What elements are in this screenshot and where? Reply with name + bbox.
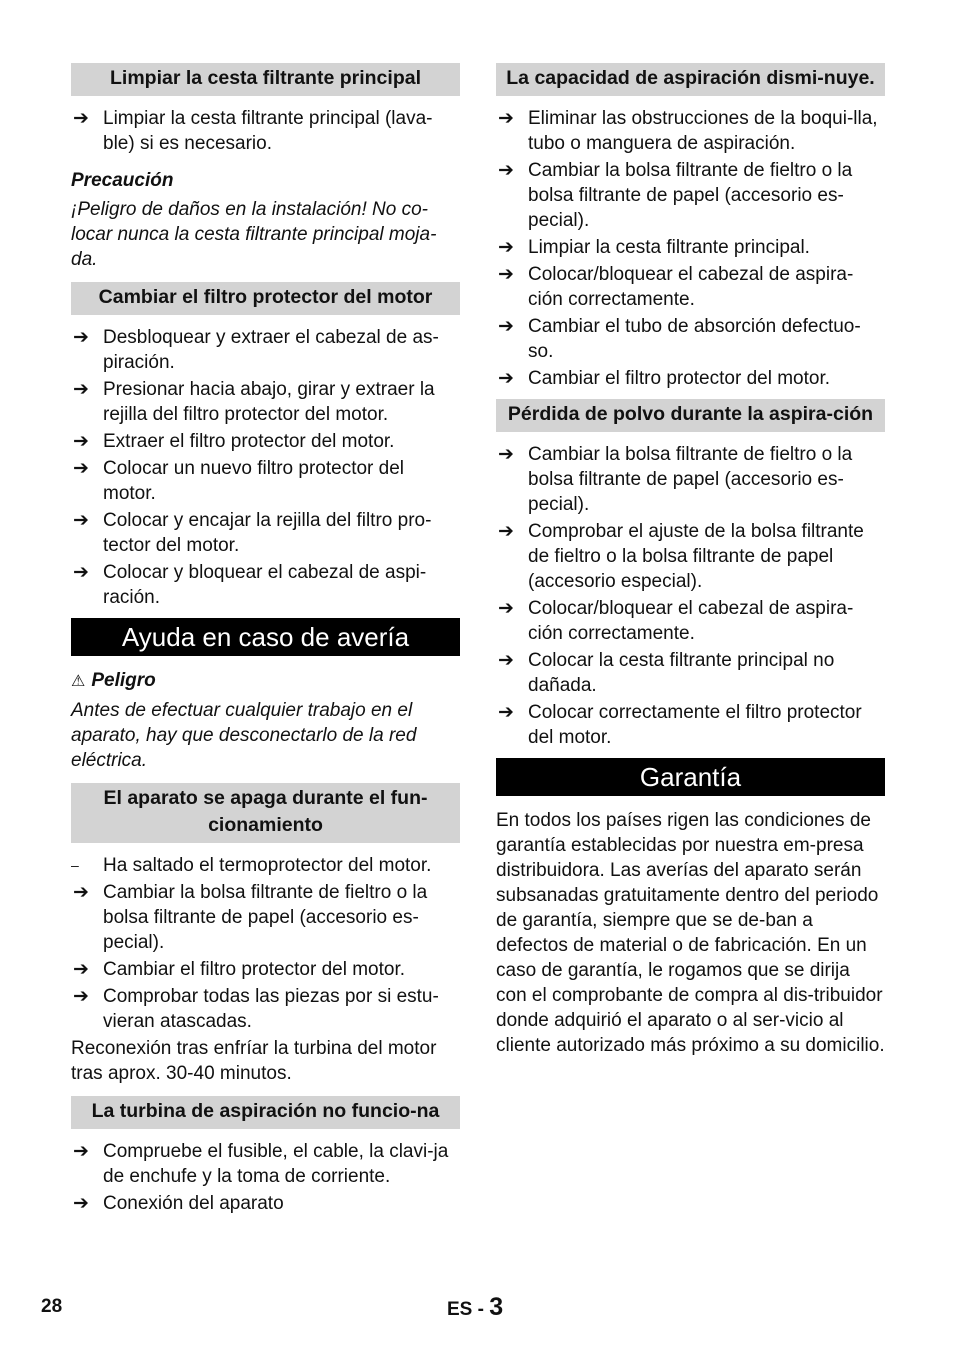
list-item-text: Colocar/bloquear el cabezal de aspira-ción correctamente.: [528, 264, 854, 310]
list-item: [71, 325, 460, 375]
danger-label: ⚠ Peligro: [71, 668, 460, 694]
arrow-right-icon: ➔: [73, 1193, 89, 1214]
list-item: [71, 880, 460, 955]
list-item-text: Colocar un nuevo filtro protector del motor.: [103, 458, 404, 504]
list-item: [496, 700, 885, 750]
page-code: [447, 1293, 503, 1324]
list-item-text: Eliminar las obstrucciones de la boqui-lla, tubo o manguera de aspiración.: [528, 108, 878, 154]
arrow-right-icon: ➔: [498, 160, 514, 181]
list-item: [496, 442, 885, 517]
list-item-text: Colocar correctamente el filtro protector del motor.: [528, 702, 862, 748]
list-item-text: Cambiar la bolsa filtrante de fieltro o la bolsa filtrante de papel (accesorio es-pecial).: [528, 160, 853, 231]
arrow-right-icon: ➔: [498, 650, 514, 671]
dash-marker: –: [71, 857, 79, 873]
list-item: [71, 106, 460, 156]
arrow-right-icon: ➔: [73, 1141, 89, 1162]
arrow-right-icon: ➔: [498, 598, 514, 619]
list-item: [71, 429, 460, 454]
language-code: ES: [447, 1299, 473, 1320]
list-item-text: Cambiar la bolsa filtrante de fieltro o la bolsa filtrante de papel (accesorio es-pecial).: [103, 882, 428, 953]
list-item-text: Cambiar el filtro protector del motor.: [103, 959, 406, 980]
list-item-text: Cambiar el tubo de absorción defectuo-so.: [528, 316, 861, 362]
arrow-right-icon: ➔: [73, 882, 89, 903]
list-item-text: Cambiar el filtro protector del motor.: [528, 368, 831, 389]
list-item-text: Desbloquear y extraer el cabezal de as-piración.: [103, 327, 439, 373]
arrow-right-icon: ➔: [73, 431, 89, 452]
list-item-text: Conexión del aparato: [103, 1193, 284, 1214]
main-heading-warranty: Garantía: [496, 758, 885, 796]
list-item-text: Colocar y encajar la rejilla del filtro pro-tector del motor.: [103, 510, 432, 556]
arrow-right-icon: ➔: [73, 959, 89, 980]
arrow-right-icon: ➔: [498, 264, 514, 285]
list-item-text: Limpiar la cesta filtrante principal.: [528, 237, 810, 258]
list-item: [71, 508, 460, 558]
arrow-right-icon: ➔: [498, 702, 514, 723]
list-item: [71, 1139, 460, 1189]
section-heading-suction-decreases: La capacidad de aspiración dismi-nuye.: [496, 63, 885, 96]
arrow-right-icon: ➔: [498, 368, 514, 389]
list-item-text: Extraer el filtro protector del motor.: [103, 431, 395, 452]
list-item: [71, 456, 460, 506]
list-item-text: Compruebe el fusible, el cable, la clavi-ja de enchufe y la toma de corriente.: [103, 1141, 449, 1187]
list-item: [71, 560, 460, 610]
caution-text: ¡Peligro de daños en la instalación! No co-locar nunca la cesta filtrante principal moja-da.: [71, 199, 437, 270]
arrow-right-icon: ➔: [73, 108, 89, 129]
warning-triangle-icon: ⚠: [71, 673, 86, 690]
list-item: [496, 262, 885, 312]
section-heading-switches-off: El aparato se apaga durante el fun-cionamiento: [71, 783, 460, 843]
section-heading-motor-filter: Cambiar el filtro protector del motor: [71, 282, 460, 315]
arrow-right-icon: ➔: [498, 316, 514, 337]
page-code-separator: -: [477, 1299, 484, 1320]
arrow-right-icon: ➔: [73, 379, 89, 400]
arrow-right-icon: ➔: [73, 510, 89, 531]
right-column: [496, 63, 885, 1068]
list-item-text: Limpiar la cesta filtrante principal (lava-ble) si es necesario.: [103, 108, 433, 154]
section-heading-clean-filter-basket: Limpiar la cesta filtrante principal: [71, 63, 460, 96]
arrow-right-icon: ➔: [73, 458, 89, 479]
arrow-right-icon: ➔: [73, 986, 89, 1007]
list-item-text: Colocar/bloquear el cabezal de aspira-ción correctamente.: [528, 598, 854, 644]
list-item: [71, 377, 460, 427]
list-item: [496, 366, 885, 391]
arrow-right-icon: ➔: [73, 562, 89, 583]
section-heading-dust-loss: Pérdida de polvo durante la aspira-ción: [496, 399, 885, 432]
page-number: 28: [41, 1296, 63, 1317]
list-item-text: Colocar y bloquear el cabezal de aspi-ración.: [103, 562, 427, 608]
section-heading-turbine-not-working: La turbina de aspiración no funcio-na: [71, 1096, 460, 1129]
arrow-right-icon: ➔: [73, 327, 89, 348]
list-item: [71, 1191, 460, 1216]
left-column: [71, 63, 460, 1218]
danger-text: Antes de efectuar cualquier trabajo en el aparato, hay que desconectarlo de la red eléctrica.: [71, 700, 417, 771]
list-item-text: Comprobar todas las piezas por si estu-vieran atascadas.: [103, 986, 439, 1032]
list-item-text: Cambiar la bolsa filtrante de fieltro o la bolsa filtrante de papel (accesorio es-pecial).: [528, 444, 853, 515]
list-item: [71, 984, 460, 1034]
list-item-text: Comprobar el ajuste de la bolsa filtrante de fieltro o la bolsa filtrante de papel (accesorio especial).: [528, 521, 864, 592]
list-item: [71, 853, 460, 878]
list-item-text: Ha saltado el termoprotector del motor.: [103, 855, 432, 876]
list-item: [496, 596, 885, 646]
list-item-text: Presionar hacia abajo, girar y extraer la rejilla del filtro protector del motor.: [103, 379, 435, 425]
list-item: [71, 957, 460, 982]
reconnect-note: Reconexión tras enfríar la turbina del motor tras aprox. 30-40 minutos.: [71, 1038, 437, 1084]
list-item: [496, 314, 885, 364]
main-heading-troubleshooting: Ayuda en caso de avería: [71, 618, 460, 656]
sub-page-number: 3: [489, 1293, 504, 1321]
list-item: [496, 519, 885, 594]
caution-label: Precaución: [71, 170, 174, 191]
list-item-text: Colocar la cesta filtrante principal no dañada.: [528, 650, 835, 696]
arrow-right-icon: ➔: [498, 108, 514, 129]
arrow-right-icon: ➔: [498, 521, 514, 542]
list-item: [496, 235, 885, 260]
warranty-text: En todos los países rigen las condiciones de garantía establecidas por nuestra em-presa distribuidora. Las averías del aparato serán subsanadas gratuitamente dentro del periodo de garantía, siempre que se de-ban a defectos de material o de fabricación. En un caso de garantía, le rogamos que se dirija con el comprobante de compra al dis-tribuidor donde adquirió el aparato o al ser-vicio al cliente autorizado más próximo a su domicilio.: [496, 810, 885, 1056]
arrow-right-icon: ➔: [498, 444, 514, 465]
list-item: [496, 648, 885, 698]
list-item: [496, 106, 885, 156]
list-item: [496, 158, 885, 233]
arrow-right-icon: ➔: [498, 237, 514, 258]
